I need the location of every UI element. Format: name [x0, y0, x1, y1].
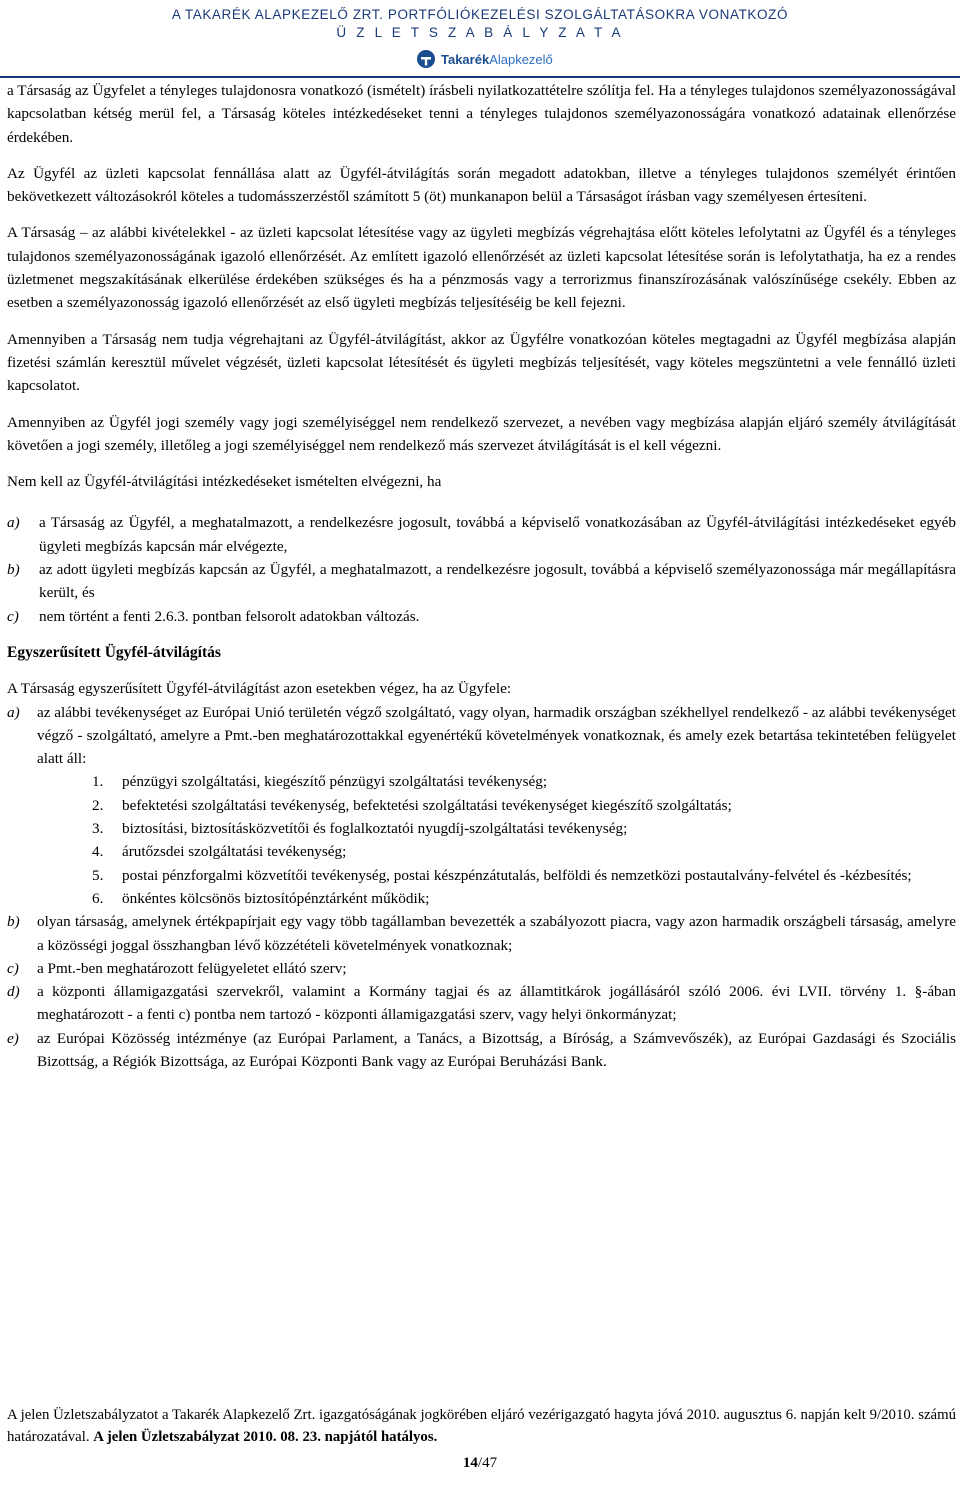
activity-item — [92, 770, 956, 793]
activity-item — [92, 840, 956, 863]
logo-text — [441, 52, 553, 67]
case-item — [7, 1027, 956, 1074]
page-number — [0, 1455, 960, 1472]
list-text: a központi államigazgatási szervekről, valamint a Kormány tagjai és az államtitkárok jogállásáról szóló 2006. évi LVII. törvény 1. §-ában meghatározott - a fenti c) pontba nem tartozó - központi államigazgatási szerv, vagy helyi önkormányzat; — [37, 983, 956, 1024]
list-number: 4. — [92, 843, 104, 861]
paragraph-6: Nem kell az Ügyfél-átvilágítási intézkedéseket ismételten elvégezni, ha — [7, 473, 442, 491]
activity-item — [92, 817, 956, 840]
list-text: az alábbi tevékenységet az Európai Unió területén végző szolgáltató, vagy olyan, harmadik országban székhellyel rendelkező - az alábbi tevékenységet végző - szolgáltató, amelyre a Pmt.-ben meghatározottakkal egyenértékű követelmények vonatkoznak, és amely ezek betartása tekintetében felügyelet alatt áll: — [37, 703, 956, 768]
paragraph-2: Az Ügyfél az üzleti kapcsolat fennállása alatt az Ügyfél-átvilágítás során megadott adatokban, illetve a tényleges tulajdonos személyét érintően bekövetkezett változásokról köteles a tudomásszerzéstől számított 5 (öt) munkanapon belül a Társaságot írásban vagy személyesen értesíteni. — [7, 164, 956, 206]
header-title-line2: Ü Z L E T S Z A B Á L Y Z A T A — [336, 25, 624, 40]
list-marker: e) — [7, 1029, 19, 1047]
list-text: nem történt a fenti 2.6.3. pontban felsorolt adatokban változás. — [39, 607, 420, 625]
list-text: a Társaság az Ügyfél, a meghatalmazott, a rendelkezésre jogosult, továbbá a képviselő vonatkozásában az Ügyfél-átvilágítási intézkedéseket egyéb ügyleti megbízás kapcsán már elvégezte, — [39, 514, 956, 555]
list-number: 5. — [92, 866, 104, 884]
header-divider — [0, 76, 960, 78]
list-number: 6. — [92, 889, 104, 907]
list-text: a Pmt.-ben meghatározott felügyeletet ellátó szerv; — [37, 959, 347, 977]
list-text: olyan társaság, amelynek értékpapírjait egy vagy több tagállamban bevezették a szabályozott piacra, vagy azon harmadik országbeli társaság, amelyre a közösségi joggal összhangban lévő közzétételi követelmények vonatkoznak; — [37, 913, 956, 954]
section-intro: A Társaság egyszerűsített Ügyfél-átvilágítást azon esetekben végez, ha az Ügyfele: — [7, 680, 512, 698]
list-text: postai pénzforgalmi közvetítői tevékenység, postai készpénzátutalás, belföldi és nemzetközi postautalvány-felvétel és -kézbesítés; — [122, 866, 912, 884]
document-body — [7, 79, 956, 1073]
paragraph-3: A Társaság – az alábbi kivételekkel - az üzleti kapcsolat létesítése vagy az ügyleti megbízás végrehajtása előtt köteles lefolytatni az Ügyfél és a tényleges tulajdonos személyazonosságának igazoló ellenőrzését. Az említett igazoló ellenőrzését az üzleti kapcsolat létesítése során is lefolytathatja, ha ez a rendes üzletmenet megszakításának elkerülése érdekében szükséges és ha a pénzmosás vagy a terrorizmus finanszírozásának valószínűsége csekély. Ebben az esetben a személyazonosság igazoló ellenőrzését az első ügyleti megbízás teljesítéséig be kell fejezni. — [7, 224, 956, 312]
list-text: az Európai Közösség intézménye (az Európai Parlament, a Tanács, a Bizottság, a Bíróság, a Számvevőszék), az Európai Gazdasági és Szociális Bizottság, a Régiók Bizottsága, az Európai Központi Bank vagy az Európai Beruházási Bank. — [37, 1029, 956, 1070]
exception-item — [7, 558, 956, 605]
logo-text-bold: Takarék — [441, 51, 490, 67]
list-text: az adott ügyleti megbízás kapcsán az Ügyfél, a meghatalmazott, a rendelkezésre jogosult, továbbá a képviselő személyazonossága már megállapításra került, és — [39, 561, 956, 602]
list-number: 3. — [92, 820, 104, 838]
page-number-current: 14 — [462, 1455, 478, 1471]
page-number-total: /47 — [477, 1455, 498, 1471]
section-title: Egyszerűsített Ügyfél-átvilágítás — [7, 643, 221, 661]
logo-text-light: Alapkezelő — [489, 51, 553, 67]
case-item — [7, 980, 956, 1027]
case-item — [7, 957, 956, 980]
list-marker: a) — [7, 514, 20, 532]
exception-item — [7, 511, 956, 558]
list-number: 1. — [92, 773, 104, 791]
list-number: 2. — [92, 796, 104, 814]
list-text: befektetési szolgáltatási tevékenység, befektetési szolgáltatási tevékenységet kiegészítő szolgáltatás; — [122, 796, 732, 814]
page-header — [0, 0, 960, 78]
takarek-logo-icon — [415, 49, 437, 69]
list-marker: b) — [7, 913, 20, 931]
list-text: árutőzsdei szolgáltatási tevékenység; — [122, 843, 347, 861]
list-marker: d) — [7, 983, 20, 1001]
case-item — [7, 701, 956, 771]
activity-item — [92, 794, 956, 817]
list-text: biztosítási, biztosításközvetítői és foglalkoztatói nyugdíj-szolgáltatási tevékenység; — [122, 820, 628, 838]
case-item — [7, 910, 956, 957]
activity-item — [92, 887, 956, 910]
footer-effective-date: A jelen Üzletszabályzat 2010. 08. 23. napjától hatályos. — [93, 1429, 438, 1445]
list-marker: c) — [7, 959, 19, 977]
activity-item — [92, 864, 956, 887]
header-title-line1: A TAKARÉK ALAPKEZELŐ ZRT. PORTFÓLIÓKEZELÉSI SZOLGÁLTATÁSOKRA VONATKOZÓ — [171, 7, 789, 22]
paragraph-1: a Társaság az Ügyfelet a tényleges tulajdonosra vonatkozó (ismételt) írásbeli nyilatkozattételre szólítja fel. Ha a tényleges tulajdonos személyazonosságával kapcsolatban kétség merül fel, a Társaság köteles intézkedéseket tenni a tényleges tulajdonos személyazonosságára vonatkozó adatainak ellenőrzése érdekében. — [7, 82, 956, 146]
list-marker: b) — [7, 561, 20, 579]
list-text: önkéntes kölcsönös biztosítópénztárként működik; — [122, 889, 430, 907]
list-marker: c) — [7, 607, 19, 625]
exception-item — [7, 605, 956, 628]
takarek-logo — [415, 48, 553, 70]
paragraph-5: Amennyiben az Ügyfél jogi személy vagy jogi személyiséggel nem rendelkező szervezet, a nevében vagy megbízása alapján eljáró személy átvilágítását követően a jogi személy, illetőleg a jogi személyiséggel nem rendelkező más szervezet átvilágítását is el kell végezni. — [7, 413, 956, 454]
list-marker: a) — [7, 703, 20, 721]
list-text: pénzügyi szolgáltatási, kiegészítő pénzügyi szolgáltatási tevékenység; — [122, 773, 548, 791]
page-footer — [7, 1404, 956, 1448]
paragraph-4: Amennyiben a Társaság nem tudja végrehajtani az Ügyfél-átvilágítást, akkor az Ügyfélre vonatkozóan köteles megtagadni az Ügyfél megbízása alapján fizetési számlán keresztül művelet végzését, üzleti kapcsolat létesítését és ügyleti megbízás teljesítését, vagy köteles megszüntetni a vele fennálló üzleti kapcsolatot. — [7, 330, 956, 395]
footer-approval-text: A jelen Üzletszabályzatot a Takarék Alapkezelő Zrt. igazgatóságának jogkörében eljáró vezérigazgató hagyta jóvá 2010. augusztus 6. napján kelt 9/2010. számú határozatával. — [7, 1407, 956, 1445]
